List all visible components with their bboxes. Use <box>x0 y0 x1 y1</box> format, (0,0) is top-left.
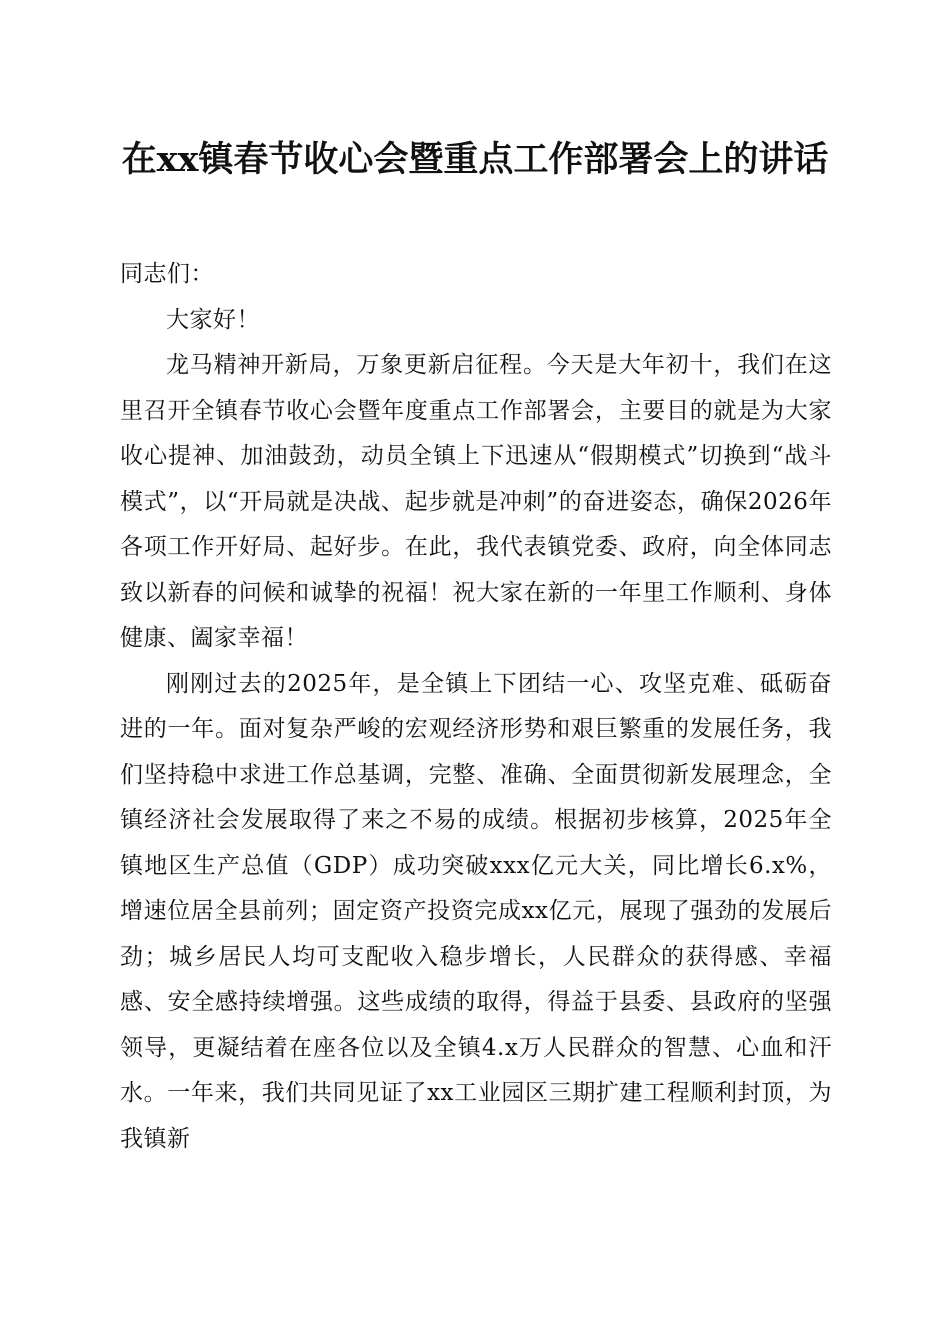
salutation: 同志们： <box>120 261 214 287</box>
greeting: 大家好！ <box>166 306 260 333</box>
document-body <box>120 252 832 1162</box>
document-title: 在xx镇春节收心会暨重点工作部署会上的讲话 <box>121 139 829 180</box>
paragraph-opening: 龙马精神开新局，万象更新启征程。今天是大年初十，我们在这里召开全镇春节收心会暨年度重点工作部署会，主要目的就是为大家收心提神、加油鼓劲，动员全镇上下迅速从“假期模式”切换到“战斗模式”，以“开局就是决战、起步就是冲刺”的奋进姿态，确保2026年各项工作开好局、起好步。在此，我代表镇党委、政府，向全体同志致以新春的问候和诚挚的祝福！祝大家在新的一年里工作顺利、身体健康、阖家幸福！ <box>120 352 832 651</box>
paragraph-review-2025: 刚刚过去的2025年，是全镇上下团结一心、攻坚克难、砥砺奋进的一年。面对复杂严峻的宏观经济形势和艰巨繁重的发展任务，我们坚持稳中求进工作总基调，完整、准确、全面贯彻新发展理念，全镇经济社会发展取得了来之不易的成绩。根据初步核算，2025年全镇地区生产总值（GDP）成功突破xxx亿元大关，同比增长6.x%，增速位居全县前列；固定资产投资完成xx亿元，展现了强劲的发展后劲；城乡居民人均可支配收入稳步增长，人民群众的获得感、幸福感、安全感持续增强。这些成绩的取得，得益于县委、县政府的坚强领导，更凝结着在座各位以及全镇4.x万人民群众的智慧、心血和汗水。一年来，我们共同见证了xx工业园区三期扩建工程顺利封顶，为我镇新 <box>120 670 832 1152</box>
